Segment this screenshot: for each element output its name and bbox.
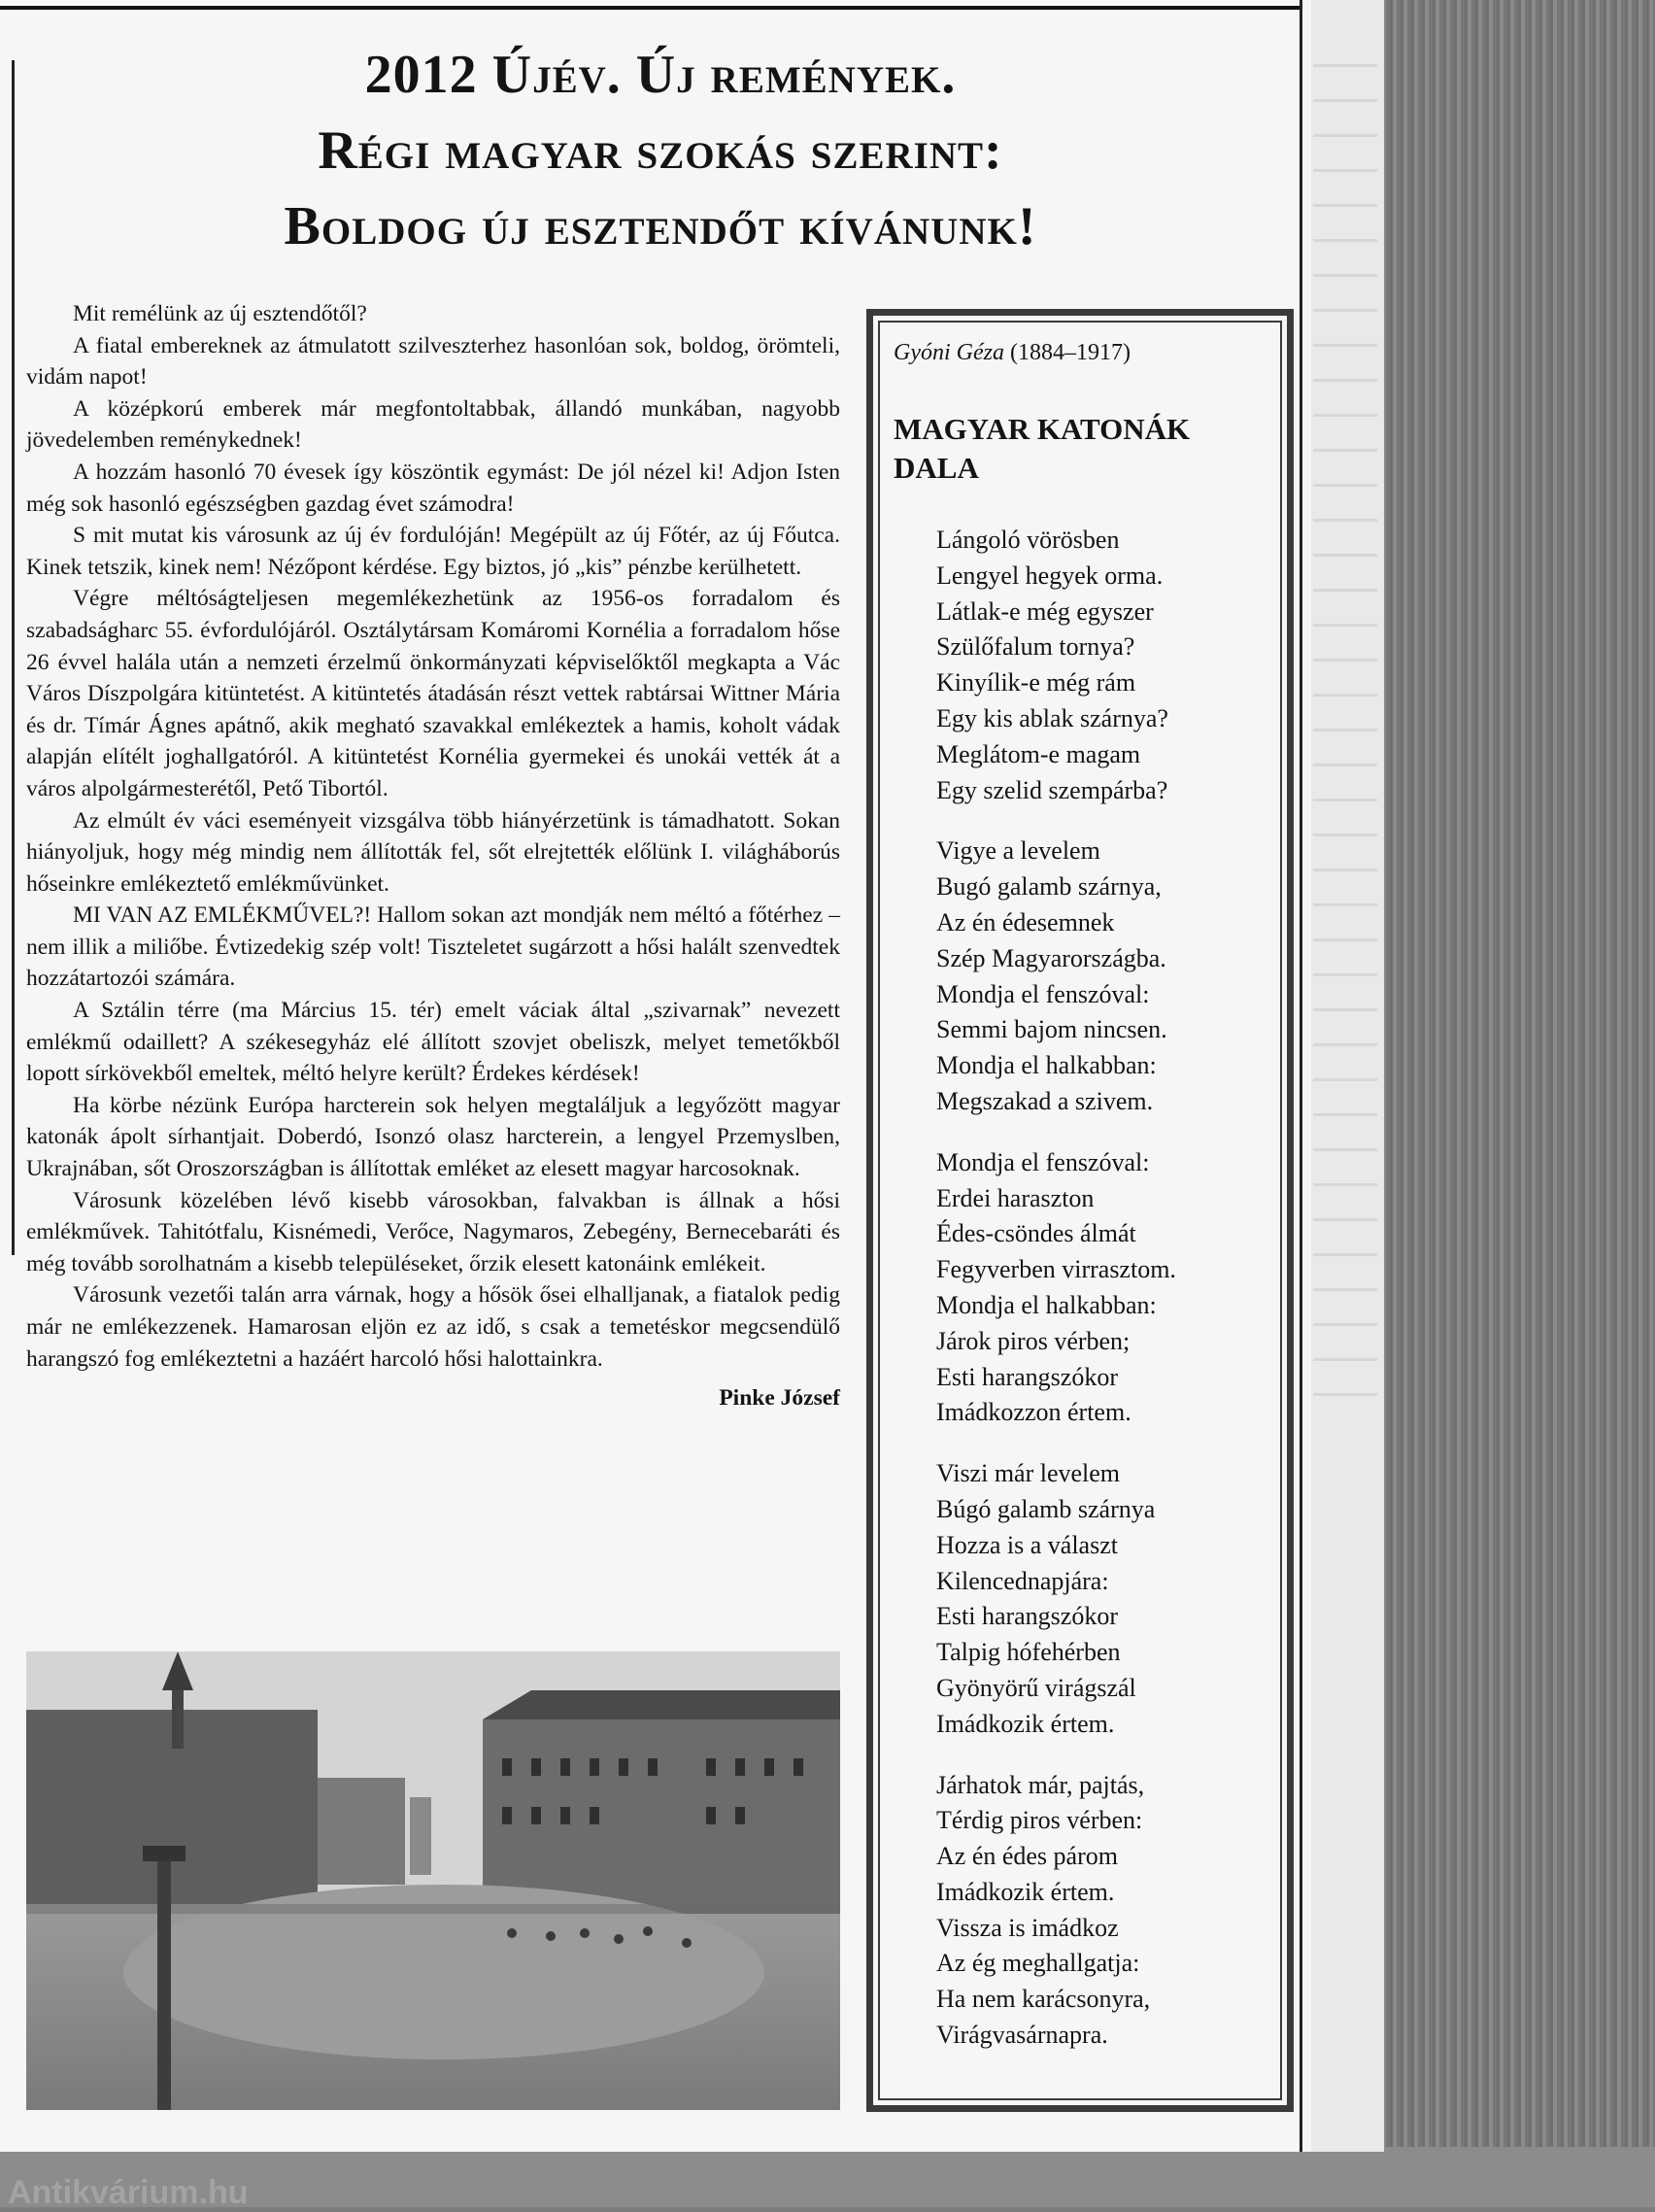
- poem-line: Egy szelid szempárba?: [936, 775, 1168, 804]
- poem-line: Búgó galamb szárnya: [936, 1494, 1156, 1523]
- headline-line-3: Boldog új esztendőt kívánunk!: [284, 196, 1037, 256]
- poem-line: Gyönyörű virágszál: [936, 1673, 1136, 1702]
- poem-line: Vissza is imádkoz: [936, 1913, 1119, 1942]
- poem-line: Viszi már levelem: [936, 1459, 1121, 1488]
- article-paragraph: Ha körbe nézünk Európa harcterein sok helyen megtaláljuk a legyőzött magyar katonák ápolt sírhantjait. Doberdó, Isonzó olasz harcterein, a lengyel Przemyslben, Ukrajnában, sőt Oroszországban is állítottak emléket az elesett magyar harcosoknak.: [26, 1092, 840, 1182]
- poem-line: Mondja el fenszóval:: [936, 979, 1150, 1008]
- poem-line: Az én édes párom: [936, 1842, 1118, 1871]
- poem-line: Lengyel hegyek orma.: [936, 561, 1164, 590]
- poem-line: Imádkozik értem.: [936, 1709, 1115, 1738]
- poem-line: Virágvasárnapra.: [936, 2021, 1108, 2050]
- poem-line: Szép Magyarországba.: [936, 943, 1166, 972]
- top-rule: [0, 6, 1301, 10]
- article-author: Pinke József: [719, 1385, 840, 1412]
- poem-stanza: [936, 1145, 1286, 1431]
- article-paragraph: A Sztálin térre (ma Március 15. tér) emelt váciak által „szivarnak” nevezett emlékmű odaillett? A székesegyház elé állított szovjet obeliszk, melyet temetőkből lopott sírkövekből emeltek, méltó helyre került? Érdekes kérdések!: [26, 998, 840, 1087]
- poem-body: [936, 523, 1286, 2079]
- poem-line: Lángoló vörösben: [936, 526, 1120, 554]
- poem-line: Bugó galamb szárnya,: [936, 872, 1162, 902]
- poem-line: Édes-csöndes álmát: [936, 1219, 1136, 1248]
- town-square-photo: [26, 1651, 840, 2110]
- poem-line: Imádkozzon értem.: [936, 1398, 1131, 1427]
- poem-line: Látlak-e még egyszer: [936, 596, 1154, 626]
- poem-line: Megszakad a szivem.: [936, 1086, 1154, 1115]
- poem-author: [894, 340, 1131, 366]
- watermark: Antikvárium.hu: [8, 2174, 249, 2211]
- poem-stanza: [936, 523, 1286, 808]
- bleed-through-text: [1313, 39, 1377, 1399]
- poem-line: Esti harangszókor: [936, 1362, 1119, 1391]
- poem-line: Egy kis ablak szárnya?: [936, 703, 1168, 732]
- poem-line: Szülőfalum tornya?: [936, 632, 1135, 662]
- article-body: [26, 298, 840, 1414]
- poem-title: MAGYAR KATONÁK DALA: [894, 412, 1191, 485]
- poem-line: Járhatok már, pajtás,: [936, 1770, 1145, 1799]
- poem-line: Mondja el halkabban:: [936, 1051, 1157, 1080]
- poem-line: Térdig piros vérben:: [936, 1806, 1143, 1835]
- poem-line: Imádkozik értem.: [936, 1877, 1115, 1906]
- article-paragraph: Végre méltóságteljesen megemlékezhetünk az 1956-os forradalom és szabadságharc 55. évfordulójáról. Osztálytársam Komáromi Kornélia a forradalom hőse 26 évvel halála után a nemzeti érzelmű önkormányzati képviselőktől megkapta a Vác Város Díszpolgára kitüntetést. A kitüntetés átadásán részt vettek rabtársai Wittner Mária és dr. Tímár Ágnes apátnő, akik megható szavakkal emlékeztek a hamis, koholt vádak alapján elítélt joghallgatóról. A kitüntetést Kornélia gyermekei és unokái vették át a város alpolgármesterétől, Pető Tibortól.: [26, 586, 840, 801]
- poem-line: Semmi bajom nincsen.: [936, 1015, 1167, 1044]
- article-paragraph: Mit remélünk az új esztendőtől?: [73, 301, 367, 326]
- background-binding: [1379, 0, 1655, 2207]
- left-column-rule: [12, 60, 15, 1255]
- poem-line: Kilencednapjára:: [936, 1566, 1109, 1595]
- poem-line: Hozza is a választ: [936, 1530, 1118, 1559]
- article-paragraph: A fiatal embereknek az átmulatott szilveszterhez hasonlóan sok, boldog, örömteli, vidám napot!: [26, 332, 840, 391]
- poem-line: Az én édesemnek: [936, 907, 1115, 936]
- poem-line: Ha nem karácsonyra,: [936, 1985, 1151, 2014]
- article-paragraph: A középkorú emberek már megfontoltabbak, állandó munkában, nagyobb jövedelemben reménykednek!: [26, 395, 840, 454]
- poem-line: Esti harangszókor: [936, 1602, 1119, 1631]
- poem-line: Járok piros vérben;: [936, 1326, 1131, 1355]
- poem-line: Fegyverben virrasztom.: [936, 1255, 1176, 1284]
- poem-line: Mondja el halkabban:: [936, 1290, 1157, 1319]
- article-paragraph: Városunk vezetői talán arra várnak, hogy a hősök ősei elhalljanak, a fiatalok pedig már ne emlékezzenek. Hamarosan eljön ez az idő, s csak a temetéskor megcsendülő harangszó fog emlékeztetni a hazáért harcoló hősi halottainkra.: [26, 1282, 840, 1372]
- article-paragraph: S mit mutat kis városunk az új év fordulóján! Megépült az új Főtér, az új Főutca. Kinek tetszik, kinek nem! Nézőpont kérdése. Egy biztos, jó „kis” pénzbe kerülhetett.: [26, 523, 840, 580]
- poem-stanza: [936, 834, 1286, 1119]
- article-paragraph: A hozzám hasonló 70 évesek így köszöntik egymást: De jól nézel ki! Adjon Isten még sok hasonló egészségben gazdag évet számodra!: [26, 459, 840, 517]
- poem-line: Erdei haraszton: [936, 1183, 1095, 1212]
- poem-line: Mondja el fenszóval:: [936, 1147, 1150, 1176]
- article-paragraph: Az elmúlt év váci eseményeit vizsgálva több hiányérzetünk is támadhatott. Sokan hiányoljuk, hogy még mindig nem állították fel, sőt elrejtették előlünk I. világháborús hőseinkre emlékeztető emlékművünket.: [26, 807, 840, 897]
- poem-line: Kinyílik-e még rám: [936, 668, 1136, 698]
- article-paragraph: MI VAN AZ EMLÉKMŰVEL?! Hallom sokan azt mondják nem méltó a főtérhez – nem illik a miliőbe. Évtizedekig szép volt! Tiszteletet sugárzott a hősi halált szenvedtek hozzátartozói számára.: [26, 902, 840, 992]
- headline-line-1: 2012 Újév. Új remények.: [364, 45, 957, 105]
- background-bottom: [0, 2147, 1655, 2207]
- column-divider: [1300, 0, 1302, 2152]
- poem-stanza: [936, 1456, 1286, 1742]
- article-paragraph: Városunk közelében lévő kisebb városokban, falvakban is állnak a hősi emlékművek. Tahitótfalu, Kisnémedi, Verőce, Nagymaros, Zebegény, Bernecebaráti és még tovább sorolhatnám a kisebb településeket, őrzik elesett katonáink emlékeit.: [26, 1187, 840, 1276]
- headline: [19, 37, 1301, 264]
- headline-line-2: Régi magyar szokás szerint:: [318, 120, 1003, 181]
- poem-line: Az ég meghallgatja:: [936, 1949, 1140, 1978]
- poem-stanza: [936, 1768, 1286, 2054]
- poet-years: (1884–1917): [1009, 340, 1131, 365]
- poem-line: Talpig hófehérben: [936, 1638, 1121, 1667]
- town-square-illustration: [26, 1651, 840, 2110]
- poem-line: Meglátom-e magam: [936, 739, 1141, 768]
- poet-name: Gyóni Géza: [894, 340, 1004, 365]
- poem-line: Vigye a levelem: [936, 836, 1100, 866]
